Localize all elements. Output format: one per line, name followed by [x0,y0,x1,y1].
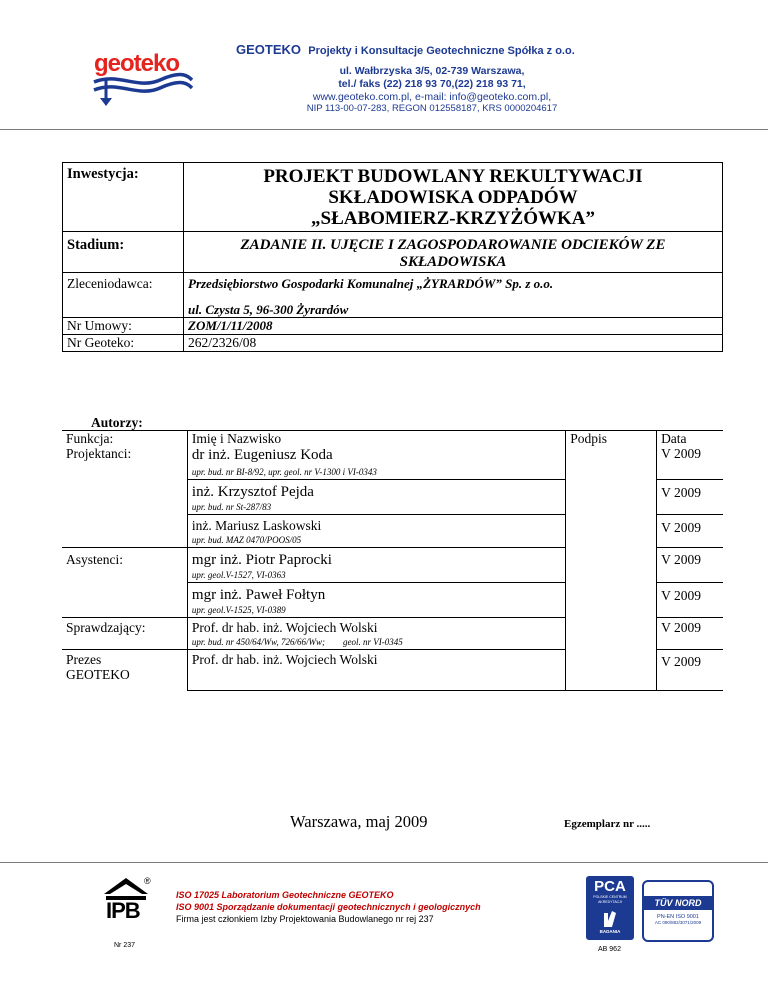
author-qualification: upr. bud. nr 450/64/Ww, 726/66/Ww; [191,637,325,647]
date-cell [657,431,723,480]
date-cell [657,583,723,618]
author-date: V 2009 [661,654,701,669]
geoteko-no-value: 262/2326/08 [184,335,723,352]
company-subtitle: Projekty i Konsultacje Geotechniczne Spółka z o.o. [308,45,575,57]
president-label-2: GEOTEKO [66,667,130,682]
company-name: GEOTEKO [236,42,302,57]
designers-label: Projektanci: [66,446,132,461]
author-name: Prof. dr hab. inż. Wojciech Wolski [191,652,378,667]
author-name: inż. Mariusz Laskowski [191,518,322,533]
president-label [62,650,187,691]
authors-table [62,430,723,691]
contract-label: Nr Umowy: [63,318,184,335]
author-name: Prof. dr hab. inż. Wojciech Wolski [191,620,378,635]
ipb-number: Nr 237 [114,942,136,949]
author-date: V 2009 [661,446,701,461]
project-info-table [62,162,723,352]
author-cell [187,548,565,583]
contract-value: ZOM/1/11/2008 [184,318,723,335]
author-date: V 2009 [661,620,701,635]
company-title [236,42,575,57]
ipb-membership: Firma jest członkiem Izby Projektowania Budowlanego nr rej 237 [176,914,434,924]
assistants-label: Asystenci: [62,548,187,583]
iso-9001: ISO 9001 Sporządzanie dokumentacji geotechnicznych i geologicznych [176,902,481,912]
logo-wordmark: geoteko [94,50,180,77]
date-cell [657,515,723,548]
investment-label: Inwestycja: [63,163,184,232]
col-name-label: Imię i Nazwisko [191,431,282,446]
ipb-text: IPB [106,898,140,923]
author-date: V 2009 [661,520,701,535]
author-cell [187,583,565,618]
date-cell [657,618,723,650]
investment-line-3: „SŁABOMIERZ-KRZYŻÓWKA” [311,208,595,229]
author-name: dr inż. Eugeniusz Koda [191,447,333,463]
place-date: Warszawa, maj 2009 [290,812,428,831]
footer-divider [0,862,768,863]
president-label-1: Prezes [66,652,102,667]
stage-line-1: ZADANIE II. UJĘCIE I ZAGOSPODAROWANIE ODCIEKÓW ZE [240,237,666,253]
function-spacer [62,583,187,618]
tuv-text: TÜV NORD [644,896,712,910]
pca-badge [586,876,634,940]
author-date: V 2009 [661,485,701,500]
date-cell [657,650,723,691]
author-cell [187,480,565,515]
geoteko-no-label: Nr Geoteko: [63,335,184,352]
col-function [62,431,187,480]
author-cell [187,618,565,650]
tuv-nord-badge [642,880,714,942]
client-label: Zleceniodawca: [63,273,184,294]
company-address: ul. Wałbrzyska 3/5, 02-739 Warszawa, [339,65,525,77]
author-name: inż. Krzysztof Pejda [191,484,314,500]
pca-subtitle: POLSKIE CENTRUM AKREDYTACJI [593,895,627,904]
iso-17025: ISO 17025 Laboratorium Geotechniczne GEOTEKO [176,890,394,900]
author-date: V 2009 [661,588,701,603]
investment-line-2: SKŁADOWISKA ODPADÓW [328,187,578,208]
ipb-logo [96,876,156,936]
author-qualification: upr. bud. nr St-287/83 [191,502,272,512]
author-cell [187,650,565,691]
author-name: mgr inż. Paweł Fołtyn [191,587,326,603]
col-signature-label: Podpis [570,431,607,446]
pca-hand-icon [598,907,622,929]
author-cell [187,515,565,548]
author-date: V 2009 [661,552,701,567]
client-address: ul. Czysta 5, 96-300 Żyrardów [184,293,723,318]
tuv-line-2: AC 090/882/3071/2009 [654,920,702,925]
pca-badanie: BADANIA [599,929,621,934]
author-cell [187,431,565,480]
checker-label: Sprawdzający: [62,618,187,650]
pca-text: PCA [594,878,626,895]
authors-heading: Autorzy: [91,415,143,430]
company-web: www.geoteko.com.pl, e-mail: info@geoteko.com.pl, [312,91,552,103]
registered-mark-icon: ® [144,876,151,886]
investment-title [184,163,723,232]
author-qualification: upr. geol.V-1525, VI-0389 [191,605,286,615]
company-registry: NIP 113-00-07-283, REGON 012558187, KRS 0000204617 [306,103,558,114]
function-spacer [62,515,187,548]
copy-number: Egzemplarz nr ..... [564,818,651,830]
author-qualification: upr. bud. nr BI-8/92, upr. geol. nr V-1300 i VI-0343 [191,467,377,477]
date-cell [657,548,723,583]
stage-label: Stadium: [63,232,184,273]
geoteko-logo [88,50,198,108]
author-name: mgr inż. Piotr Paprocki [191,552,332,568]
function-spacer [62,480,187,515]
tuv-line-1: PN-EN ISO 9001 [657,914,699,920]
pca-number: AB 962 [598,946,621,953]
author-qualification: upr. bud. MAZ 0470/POOS/05 [191,535,302,545]
col-date-label: Data [661,431,687,446]
investment-line-1: PROJEKT BUDOWLANY REKULTYWACJI [263,166,643,187]
col-function-label: Funkcja: [66,431,114,446]
company-phone: tel./ faks (22) 218 93 70,(22) 218 93 71, [338,78,526,90]
stage-line-2: SKŁADOWISKA [399,254,507,270]
client-name: Przedsiębiorstwo Gospodarki Komunalnej „ŻYRARDÓW” Sp. z o.o. [184,273,723,294]
author-qualification-2: geol. nr VI-0345 [343,637,403,647]
stage-value [184,232,723,273]
client-address-spacer [63,293,184,318]
date-cell [657,480,723,515]
author-qualification: upr. geol.V-1527, VI-0363 [191,570,286,580]
header-divider [0,129,768,130]
signature-column [566,431,657,691]
